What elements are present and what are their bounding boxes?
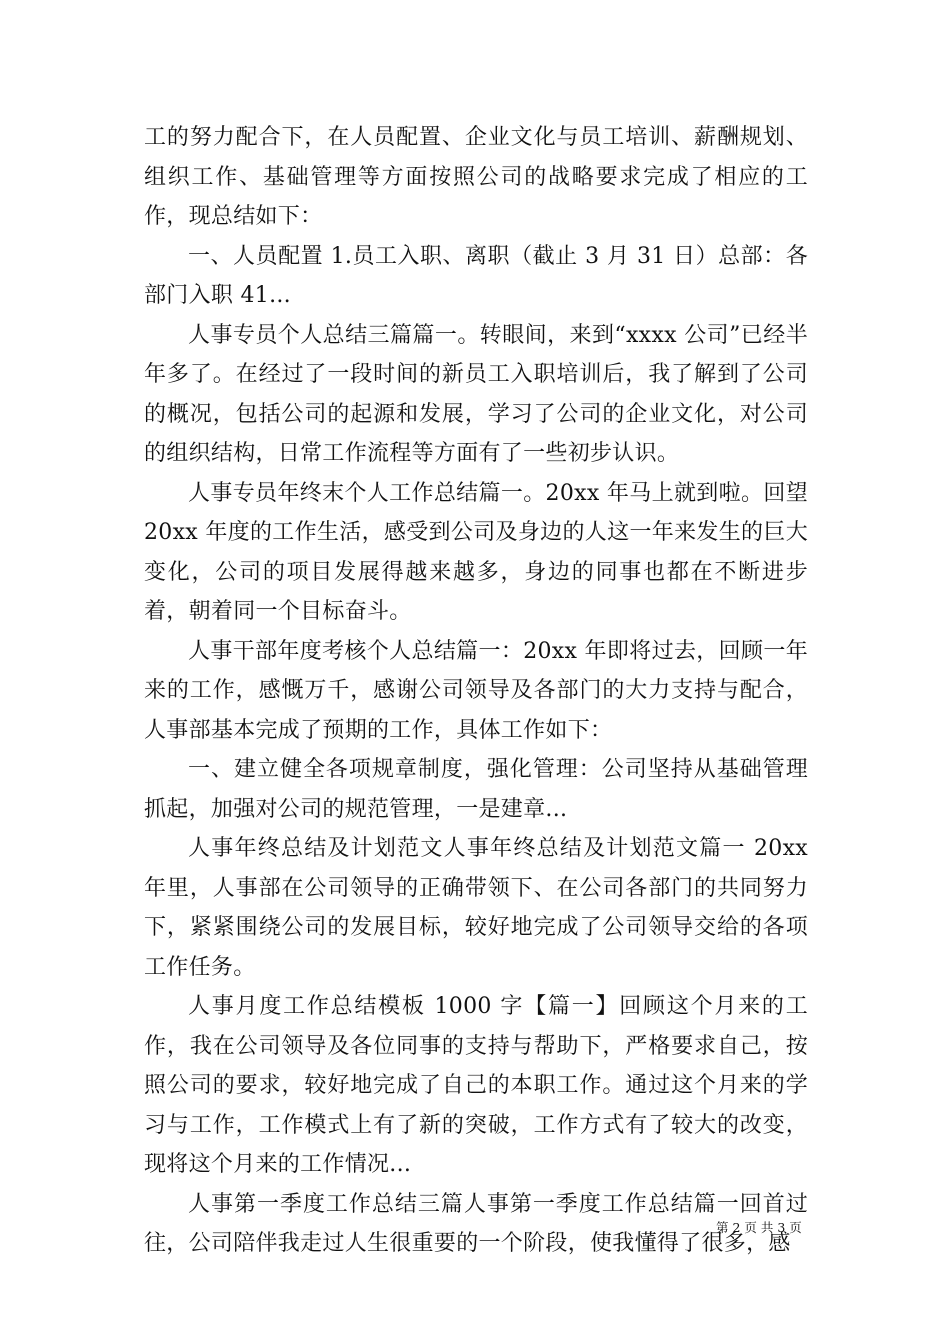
paragraph-8: 人事月度工作总结模板 1000 字【篇一】回顾这个月来的工作，我在公司领导及各位同事的支持与帮助下，严格要求自己，按照公司的要求，较好地完成了自己的本职工作。通过这个月来的学习与工作，工作模式上有了新的突破，工作方式有了较大的改变，现将这个月来的工作情况... (144, 994, 808, 1177)
paragraph-5: 人事干部年度考核个人总结篇一：20xx 年即将过去，回顾一年来的工作，感慨万千，感谢公司领导及各部门的大力支持与配合，人事部基本完成了预期的工作，具体工作如下： (144, 638, 808, 743)
paragraph-2: 一、人员配置 1.员工入职、离职（截止 3 月 31 日）总部：各部门入职 41... (144, 243, 808, 308)
document-body (144, 118, 808, 1264)
paragraph-7: 人事年终总结及计划范文人事年终总结及计划范文篇一 20xx 年里，人事部在公司领导的正确带领下、在公司各部门的共同努力下，紧紧围绕公司的发展目标，较好地完成了公司领导交给的各项工作任务。 (144, 836, 808, 980)
paragraph-4: 人事专员年终末个人工作总结篇一。20xx 年马上就到啦。回望 20xx 年度的工作生活，感受到公司及身边的人这一年来发生的巨大变化，公司的项目发展得越来越多，身边的同事也都在不断进步着，朝着同一个目标奋斗。 (144, 480, 808, 624)
paragraph-1: 工的努力配合下，在人员配置、企业文化与员工培训、薪酬规划、组织工作、基础管理等方面按照公司的战略要求完成了相应的工作，现总结如下： (144, 125, 808, 229)
paragraph-3: 人事专员个人总结三篇篇一。转眼间，来到“xxxx 公司”已经半年多了。在经过了一段时间的新员工入职培训后，我了解到了公司的概况，包括公司的起源和发展，学习了公司的企业文化，对公司的组织结构，日常工作流程等方面有了一些初步认识。 (144, 322, 808, 466)
paragraph-6: 一、建立健全各项规章制度，强化管理：公司坚持从基础管理抓起，加强对公司的规范管理，一是建章... (144, 757, 808, 822)
paragraph-9: 人事第一季度工作总结三篇人事第一季度工作总结篇一回首过往，公司陪伴我走过人生很重要的一个阶段，使我懂得了很多，感 (144, 1191, 808, 1256)
page-number-footer: 第 2 页 共 3 页 (716, 1220, 802, 1235)
